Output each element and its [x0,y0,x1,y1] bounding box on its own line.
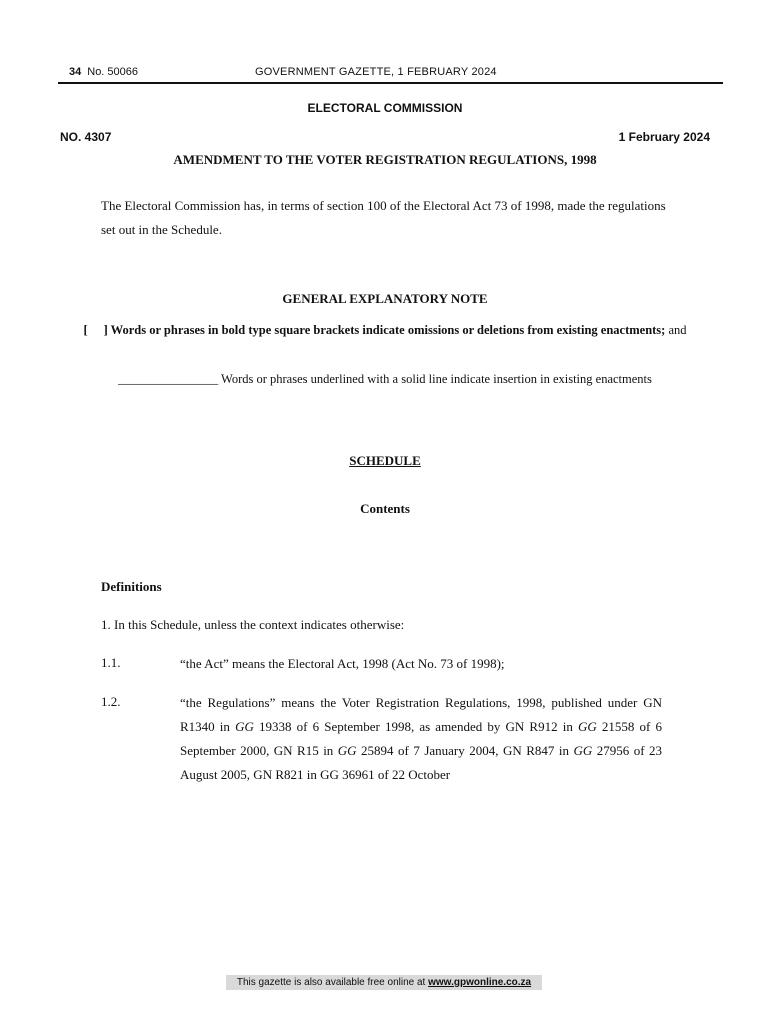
gazette-abbrev: GG [573,743,593,758]
header-divider [58,82,723,84]
notice-number: NO. 4307 [60,130,112,144]
definition-text-part: 25894 of 7 January 2004, GN R847 in [356,743,574,758]
definition-number: 1.2. [101,694,121,709]
page-number-line [69,66,138,78]
underline-explanation-text: Words or phrases underlined with a solid line indicate insertion in existing enactments [221,372,652,386]
definition-text: “the Act” means the Electoral Act, 1998 (Act No. 73 of 1998); [180,656,505,671]
section-heading: ELECTORAL COMMISSION [307,101,463,115]
definition-number: 1.1. [101,655,121,670]
document-title: AMENDMENT TO THE VOTER REGISTRATION REGULATIONS, 1998 [173,152,597,167]
definition-text-part: 19338 of 6 September 1998, as amended by GN R912 in [253,719,578,734]
footer-link[interactable]: www.gpwonline.co.za [428,977,532,988]
underline-marker: ________________ [118,372,219,386]
bracket-marker: [ [83,323,88,337]
bracket-explanation-text: ] Words or phrases in bold type square brackets indicate omissions or deletions from existing enactments; [103,323,666,337]
footer-text: This gazette is also available free online at [236,977,426,988]
definition-text-part: 27956 of 23 August 2005, GN R821 in GG 36961 of 22 October [180,743,662,782]
gazette-number: No. 50066 [87,66,139,78]
page-number: 34 [69,66,82,78]
schedule-heading: SCHEDULE [349,453,421,468]
intro-paragraph: The Electoral Commission has, in terms of section 100 of the Electoral Act 73 of 1998, made the regulations set out in the Schedule. [101,198,666,237]
explanatory-note-heading: GENERAL EXPLANATORY NOTE [282,291,488,306]
footer-banner [226,975,542,990]
gazette-abbrev: GG [577,719,597,734]
definition-text [180,691,662,787]
bracket-explanation-and: and [668,323,687,337]
gazette-abbrev: GG [337,743,357,758]
notice-date: 1 February 2024 [618,130,710,144]
gazette-title: GOVERNMENT GAZETTE, 1 FEBRUARY 2024 [255,66,497,78]
definition-text-part: “the Regulations” means the Voter Registration Regulations, 1998, published under GN R1340 in [180,695,662,734]
definitions-heading: Definitions [101,579,162,594]
item-1: 1. In this Schedule, unless the context indicates otherwise: [101,617,405,632]
underline-explanation [80,371,690,388]
contents-heading: Contents [360,501,410,516]
bracket-explanation [80,322,690,339]
definition-text-part: 21558 of 6 September 2000, GN R15 in [180,719,662,758]
gazette-abbrev: GG [235,719,254,734]
